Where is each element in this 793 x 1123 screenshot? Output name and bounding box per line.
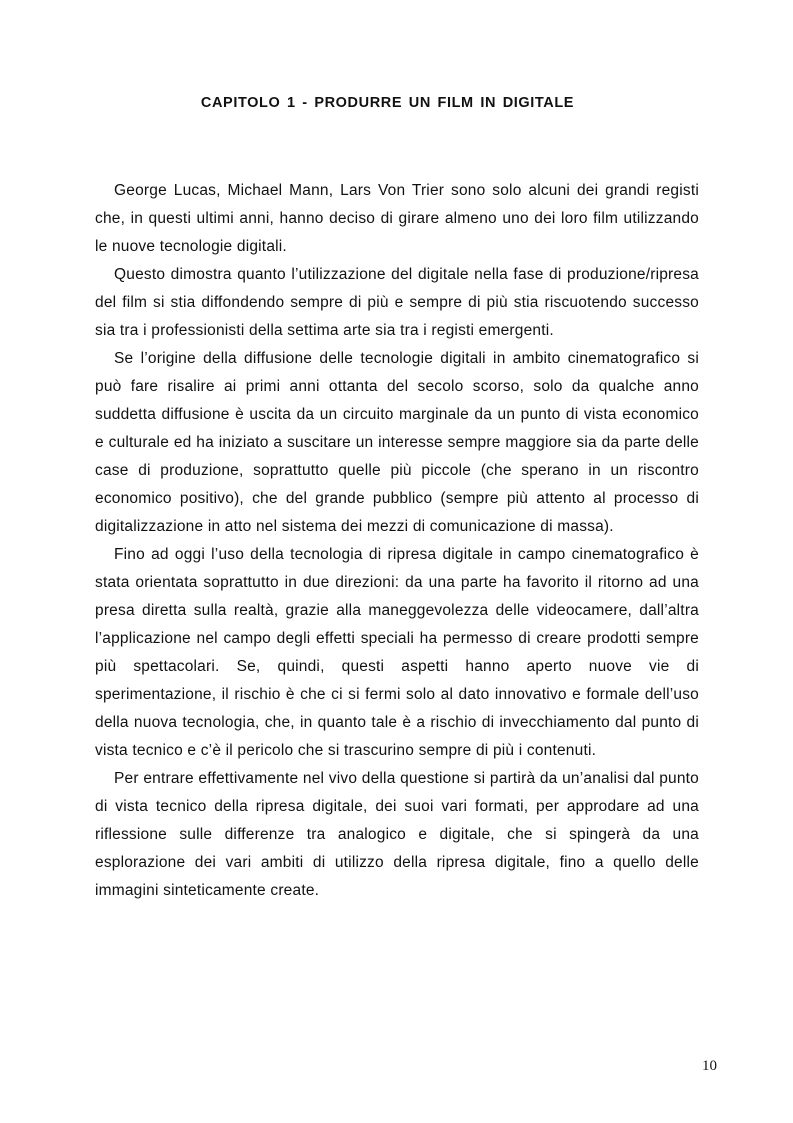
chapter-title: CAPITOLO 1 - PRODURRE UN FILM IN DIGITALE <box>200 95 575 111</box>
paragraph-5: Per entrare effettivamente nel vivo della questione si partirà da un’analisi dal punto di vista tecnico della ripresa digitale, dei suoi vari formati, per approdare ad una riflessione sulle differenze tra analogico e digitale, che si spingerà da una esplorazione dei vari ambiti di utilizzo della ripresa digitale, fino a quello delle immagini sinteticamente create. <box>95 770 699 899</box>
page-number: 10 <box>702 1058 717 1074</box>
paragraph-4: Fino ad oggi l’uso della tecnologia di ripresa digitale in campo cinematografico è stata orientata soprattutto in due direzioni: da una parte ha favorito il ritorno ad una presa diretta sulla realtà, grazie alla maneggevolezza delle videocamere, dall’altra l’applicazione nel campo degli effetti speciali ha permesso di creare prodotti sempre più spettacolari. Se, quindi, questi aspetti hanno aperto nuove vie di sperimentazione, il rischio è che ci si fermi solo al dato innovativo e formale dell’uso della nuova tecnologia, che, in quanto tale è a rischio di invecchiamento dal punto di vista tecnico e c’è il pericolo che si trascurino sempre di più i contenuti. <box>95 546 699 759</box>
paragraph-3: Se l’origine della diffusione delle tecnologie digitali in ambito cinematografico si può fare risalire ai primi anni ottanta del secolo scorso, solo da qualche anno suddetta diffusione è uscita da un circuito marginale da un punto di vista economico e culturale ed ha iniziato a suscitare un interesse sempre maggiore sia da parte delle case di produzione, soprattutto quelle più piccole (che sperano in un riscontro economico positivo), che del grande pubblico (sempre più attento al processo di digitalizzazione in atto nel sistema dei mezzi di comunicazione di massa). <box>95 350 699 535</box>
body-text <box>95 177 699 905</box>
paragraph-2: Questo dimostra quanto l’utilizzazione del digitale nella fase di produzione/ripresa del film si stia diffondendo sempre di più e sempre di più stia riscuotendo successo sia tra i professionisti della settima arte sia tra i registi emergenti. <box>95 266 699 339</box>
paragraph-1: George Lucas, Michael Mann, Lars Von Trier sono solo alcuni dei grandi registi che, in questi ultimi anni, hanno deciso di girare almeno uno dei loro film utilizzando le nuove tecnologie digitali. <box>95 182 699 255</box>
